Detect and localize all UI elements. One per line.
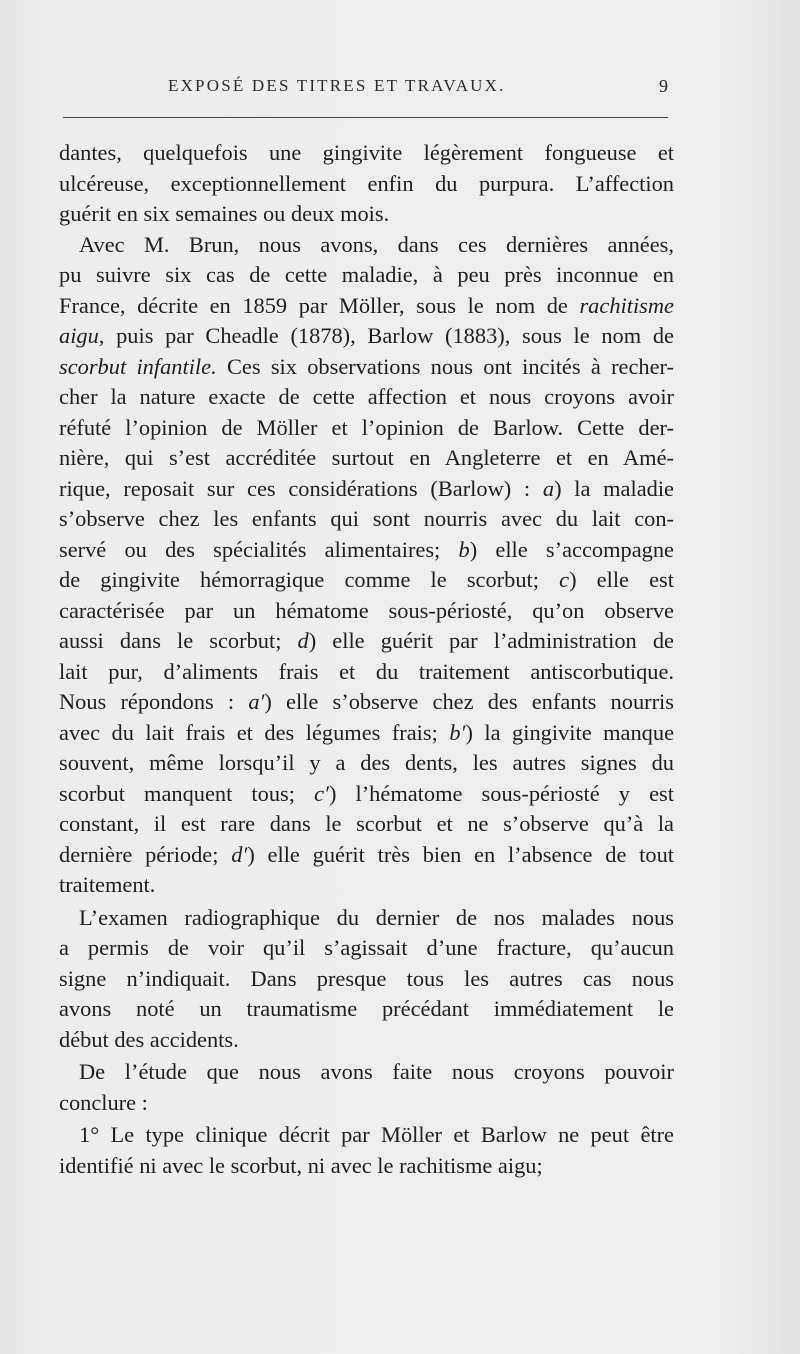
text-line: pu suivre six cas de cette maladie, à peu près inconnue en — [59, 262, 674, 287]
text-line: constant, il est rare dans le scorbut et ne s’observe qu’à la — [59, 811, 674, 836]
italic-term: scorbut infantile. — [59, 353, 217, 379]
text-run: de gingivite hémorragique comme le scorbut; — [59, 567, 560, 592]
text-line: réfuté l’opinion de Möller et l’opinion de Barlow. Cette der- — [59, 414, 674, 440]
text-line — [59, 291, 674, 322]
text-line — [59, 687, 674, 718]
text-line: signe n’indiquait. Dans presque tous les autres cas nous — [59, 965, 674, 991]
text-line — [59, 779, 674, 810]
text-run: rique, reposait sur ces considérations (Barlow) : — [59, 475, 543, 501]
paragraph-4 — [59, 1057, 674, 1118]
text-line: traitement. — [59, 872, 156, 897]
text-line — [59, 840, 674, 871]
text-line: nière, qui s’est accréditée surtout en Angleterre et en Amé- — [59, 445, 674, 470]
italic-letter: a′ — [248, 689, 265, 714]
text-line: L’examen radiographique du dernier de nos malades nous — [79, 904, 674, 930]
text-run: puis par Cheadle (1878), Barlow (1883), sous le nom de — [104, 323, 674, 348]
running-title: EXPOSÉ DES TITRES ET TRAVAUX. — [168, 76, 506, 95]
italic-letter: a — [542, 475, 555, 501]
paragraph-2 — [59, 230, 674, 901]
text-line: 1° Le type clinique décrit par Möller et Barlow ne peut être — [79, 1122, 674, 1147]
text-line: guérit en six semaines ou deux mois. — [59, 201, 390, 226]
italic-letter: d′ — [231, 841, 248, 867]
text-line: ulcéreuse, exceptionnellement enfin du purpura. L’affection — [59, 170, 674, 196]
text-line: identifié ni avec le scorbut, ni avec le rachitisme aigu; — [59, 1152, 543, 1178]
text-run: Nous répondons : — [59, 689, 249, 714]
italic-letter: c′ — [314, 780, 329, 806]
italic-letter: c — [559, 567, 570, 592]
header-rule — [63, 117, 668, 118]
text-line: souvent, même lorsqu’il y a des dents, les autres signes du — [59, 750, 674, 775]
text-line — [59, 352, 674, 383]
text-line: Avec M. Brun, nous avons, dans ces dernières années, — [79, 231, 674, 257]
text-run: ) elle guérit très bien en l’absence de tout — [247, 841, 674, 867]
italic-letter: d — [297, 628, 309, 653]
text-line: De l’étude que nous avons faite nous croyons pouvoir — [79, 1059, 674, 1084]
text-line: dantes, quelquefois une gingivite légèrement fongueuse et — [59, 140, 674, 165]
text-run: scorbut manquent tous; — [59, 780, 315, 806]
paragraph-5 — [59, 1120, 674, 1181]
text-run: servé ou des spécialités alimentaires; — [59, 536, 459, 562]
page-header — [60, 76, 672, 104]
text-line: avons noté un traumatisme précédant immédiatement le — [59, 996, 674, 1021]
text-run: France, décrite en 1859 par Möller, sous le nom de — [59, 292, 580, 318]
text-run: ) l’hématome sous-périosté y est — [328, 780, 674, 806]
text-run: ) elle est — [569, 567, 674, 592]
paragraph-3 — [59, 903, 674, 1056]
text-line: a permis de voir qu’il s’agissait d’une fracture, qu’aucun — [59, 935, 674, 960]
text-line — [59, 321, 674, 352]
text-run: ) elle guérit par l’administration de — [308, 628, 674, 653]
text-line — [59, 626, 674, 657]
italic-term: aigu, — [59, 323, 105, 348]
text-line — [59, 718, 674, 749]
text-run: ) la maladie — [554, 475, 674, 501]
text-line — [59, 474, 674, 505]
italic-letter: b′ — [449, 719, 466, 745]
text-run: Ces six observations nous ont incités à recher- — [216, 353, 675, 379]
text-run: aussi dans le scorbut; — [59, 628, 298, 653]
body-text — [59, 138, 674, 1181]
text-line: début des accidents. — [59, 1026, 239, 1052]
text-run: ) elle s’accompagne — [469, 536, 674, 562]
italic-letter: b — [458, 536, 470, 562]
text-line: lait pur, d’aliments frais et du traitement antiscorbutique. — [59, 658, 674, 684]
text-line — [59, 535, 674, 566]
text-line: s’observe chez les enfants qui sont nourris avec du lait con- — [59, 506, 674, 531]
text-run: dernière période; — [59, 841, 232, 867]
paragraph-1 — [59, 138, 674, 230]
text-run: ) elle s’observe chez des enfants nourris — [264, 689, 674, 714]
italic-term: rachitisme — [579, 292, 674, 318]
text-line — [59, 565, 674, 596]
text-line: conclure : — [59, 1089, 148, 1115]
text-run: ) la gingivite manque — [465, 719, 675, 745]
text-line: cher la nature exacte de cette affection et nous croyons avoir — [59, 384, 674, 409]
page-number: 9 — [659, 76, 668, 96]
text-line: caractérisée par un hématome sous-périosté, qu’on observe — [59, 597, 674, 623]
text-run: avec du lait frais et des légumes frais; — [59, 719, 450, 745]
